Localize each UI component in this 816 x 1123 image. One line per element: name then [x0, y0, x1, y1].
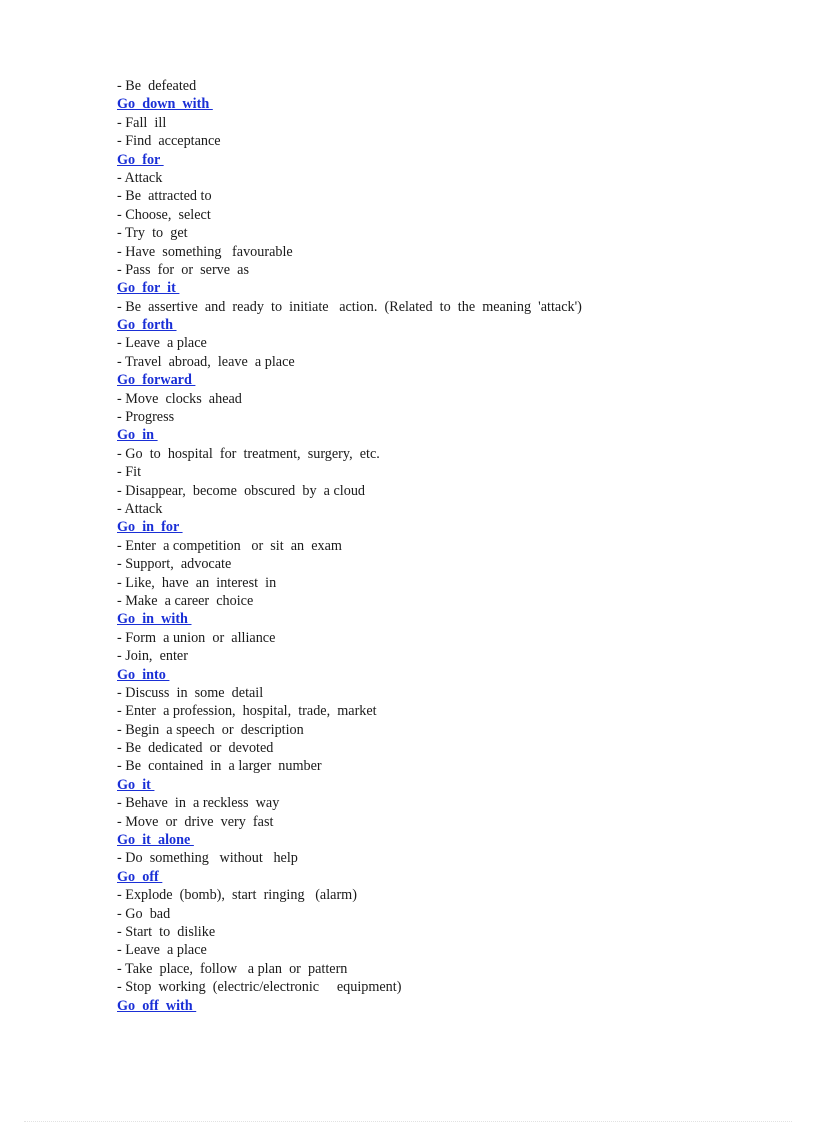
- phrasal-verb-link[interactable]: Go in for: [117, 519, 183, 536]
- definition-line: - Make a career choice: [117, 592, 254, 609]
- definition-line: - Choose, select: [117, 206, 211, 223]
- definition-line: - Be contained in a larger number: [117, 758, 322, 775]
- definition-line: - Take place, follow a plan or pattern: [117, 960, 348, 977]
- definition-line: - Attack: [117, 169, 163, 186]
- phrasal-verb-link[interactable]: Go for: [117, 151, 164, 168]
- definition-line: - Begin a speech or description: [117, 721, 304, 738]
- definition-line: - Find acceptance: [117, 133, 221, 150]
- page-bottom-rule: [24, 1121, 792, 1122]
- definition-line: - Do something without help: [117, 850, 298, 867]
- definition-line: - Be defeated: [117, 78, 197, 94]
- phrasal-verb-link[interactable]: Go for it: [117, 280, 180, 297]
- definition-line: - Join, enter: [117, 648, 188, 665]
- definition-line: - Leave a place: [117, 335, 207, 352]
- definition-line: - Disappear, become obscured by a cloud: [117, 482, 366, 499]
- definition-line: - Enter a profession, hospital, trade, market: [117, 703, 377, 720]
- phrasal-verb-link[interactable]: Go forward: [117, 372, 196, 389]
- phrasal-verb-link[interactable]: Go down with: [117, 96, 213, 113]
- phrasal-verb-list: [117, 77, 797, 1015]
- definition-line: - Move clocks ahead: [117, 390, 242, 407]
- phrasal-verb-link[interactable]: Go forth: [117, 317, 177, 334]
- definition-line: - Support, advocate: [117, 556, 232, 573]
- definition-line: - Explode (bomb), start ringing (alarm): [117, 887, 357, 904]
- definition-line: - Start to dislike: [117, 923, 216, 940]
- definition-line: - Stop working (electric/electronic equipment): [117, 979, 402, 996]
- definition-line: - Progress: [117, 409, 175, 426]
- definition-line: - Attack: [117, 500, 163, 517]
- definition-line: - Try to get: [117, 225, 188, 242]
- definition-line: - Go to hospital for treatment, surgery, etc.: [117, 445, 380, 462]
- definition-line: - Be attracted to: [117, 188, 212, 205]
- definition-line: - Fall ill: [117, 114, 167, 131]
- phrasal-verb-link[interactable]: Go off with: [117, 997, 197, 1014]
- definition-line: - Pass for or serve as: [117, 261, 249, 278]
- definition-line: - Leave a place: [117, 942, 207, 959]
- phrasal-verb-link[interactable]: Go it: [117, 776, 155, 793]
- phrasal-verb-link[interactable]: Go into: [117, 666, 170, 683]
- phrasal-verb-link[interactable]: Go in with: [117, 611, 192, 628]
- definition-line: - Fit: [117, 464, 142, 481]
- definition-line: - Be assertive and ready to initiate action. (Related to the meaning 'attack'): [117, 298, 582, 315]
- phrasal-verb-link[interactable]: Go off: [117, 868, 163, 885]
- definition-line: - Travel abroad, leave a place: [117, 353, 295, 370]
- definition-line: - Go bad: [117, 905, 171, 922]
- phrasal-verb-link[interactable]: Go in: [117, 427, 158, 444]
- definition-line: - Form a union or alliance: [117, 629, 276, 646]
- phrasal-verb-link[interactable]: Go it alone: [117, 832, 194, 849]
- definition-line: - Behave in a reckless way: [117, 795, 280, 812]
- definition-line: - Be dedicated or devoted: [117, 740, 274, 757]
- definition-line: - Like, have an interest in: [117, 574, 277, 591]
- definition-line: - Discuss in some detail: [117, 684, 264, 701]
- definition-line: - Have something favourable: [117, 243, 293, 260]
- definition-line: - Enter a competition or sit an exam: [117, 537, 342, 554]
- definition-line: - Move or drive very fast: [117, 813, 274, 830]
